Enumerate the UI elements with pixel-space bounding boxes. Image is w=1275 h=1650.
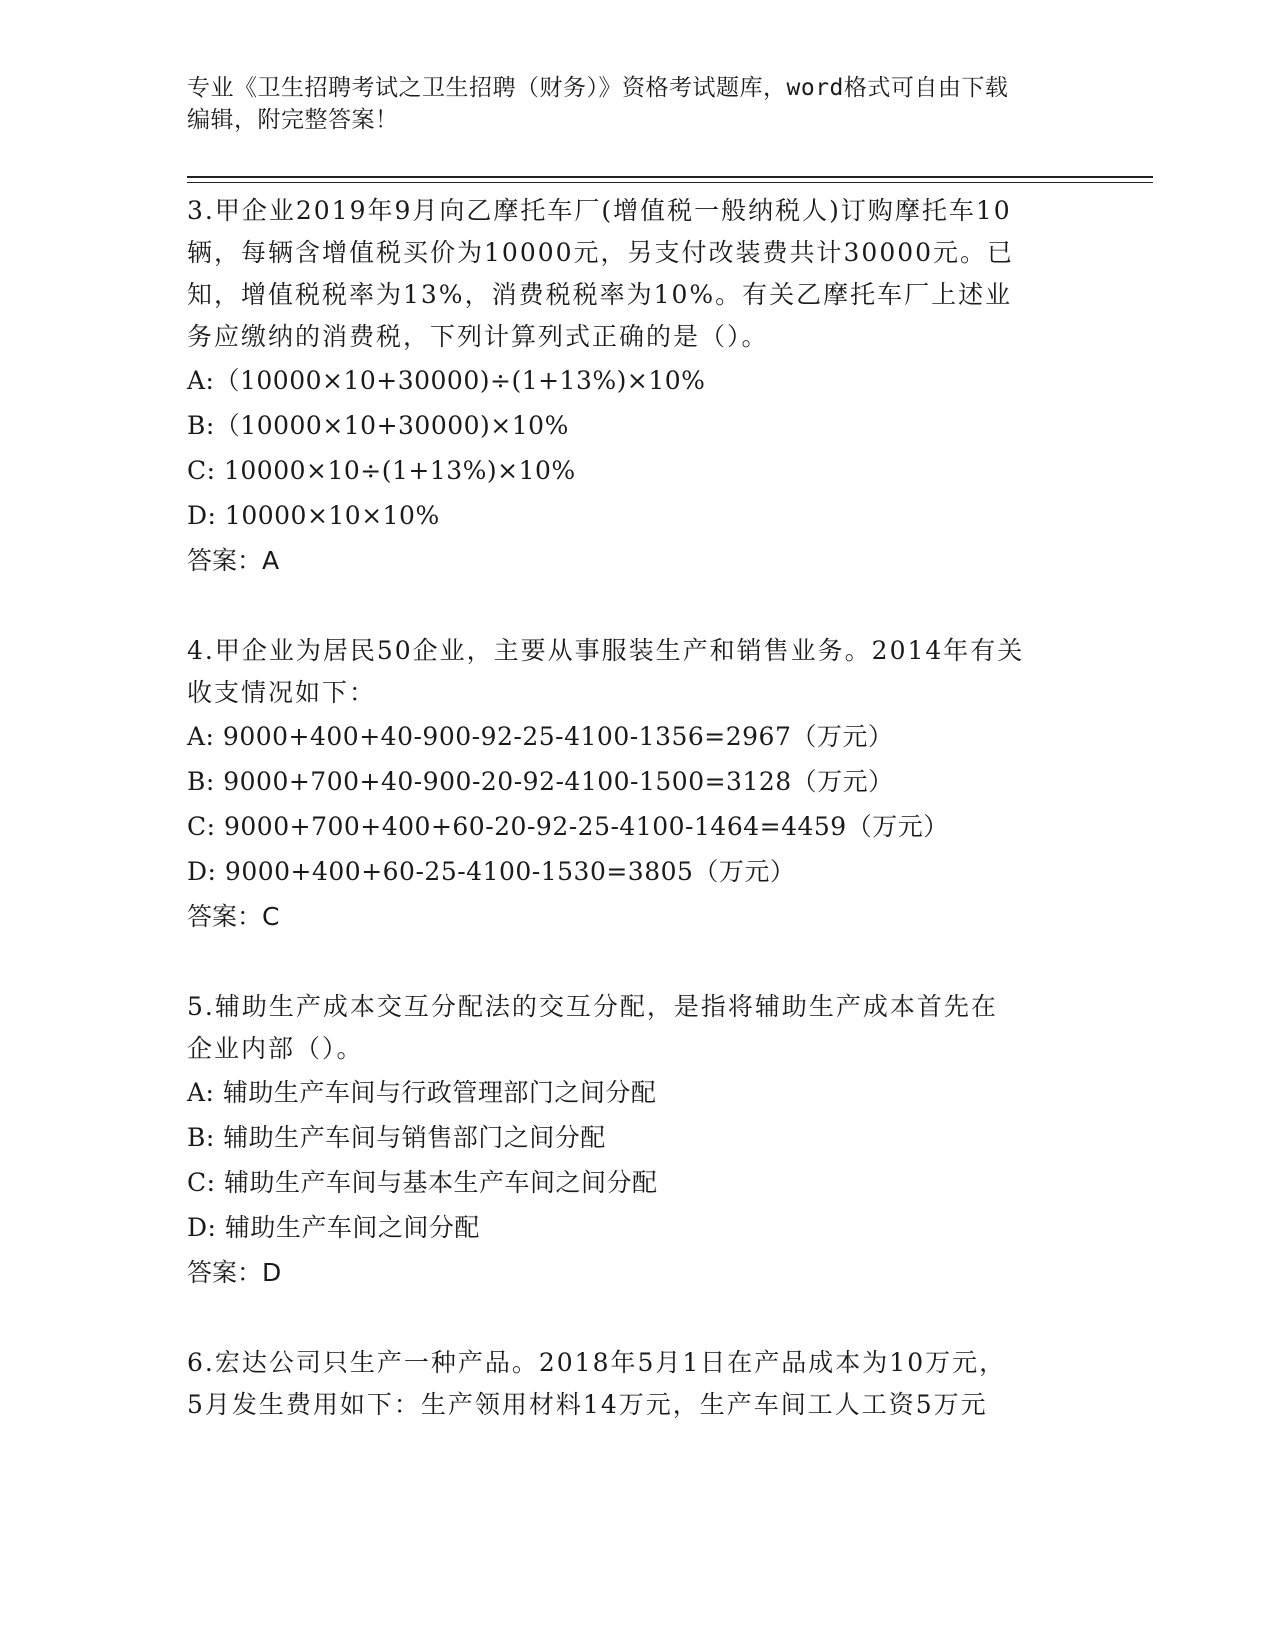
question-stem-line: 4.甲企业为居民50企业，主要从事服装生产和销售业务。2014年有关 [187,636,1025,665]
spacer [187,939,1087,986]
option-d: D: 辅助生产车间之间分配 [187,1213,480,1242]
question-list [187,190,1087,1426]
question-5 [187,986,1087,1295]
header-divider-thick [187,176,1153,178]
document-header [187,72,1087,136]
question-6 [187,1342,1087,1426]
question-stem-line: 务应缴纳的消费税，下列计算列式正确的是（）。 [187,322,769,351]
spacer [187,1295,1087,1342]
option-c: C: 辅助生产车间与基本生产车间之间分配 [187,1168,658,1197]
option-c: C: 9000+700+400+60-20-92-25-4100-1464=4459（万元） [187,812,949,841]
question-stem-line: 6.宏达公司只生产一种产品。2018年5月1日在产品成本为10万元， [187,1348,1007,1377]
question-stem-line: 收支情况如下： [187,678,377,707]
question-stem-line: 5.辅助生产成本交互分配法的交互分配，是指将辅助生产成本首先在 [187,992,998,1021]
header-line-1: 专业《卫生招聘考试之卫生招聘（财务）》资格考试题库，word格式可自由下载 [187,75,1009,101]
option-a: A:（10000×10+30000)÷(1+13%)×10% [187,366,706,395]
question-stem-line: 辆，每辆含增值税买价为10000元，另支付改装费共计30000元。已 [187,238,1015,267]
answer: 答案：D [187,1258,282,1287]
option-b: B: 辅助生产车间与销售部门之间分配 [187,1123,606,1152]
option-c: C: 10000×10÷(1+13%)×10% [187,456,576,485]
answer: 答案：C [187,902,280,931]
option-b: B:（10000×10+30000)×10% [187,411,569,440]
spacer [187,583,1087,630]
question-stem-line: 3.甲企业2019年9月向乙摩托车厂(增值税一般纳税人)订购摩托车10 [187,196,1012,225]
question-stem-line: 企业内部（）。 [187,1034,364,1063]
option-d: D: 10000×10×10% [187,501,440,530]
question-4 [187,630,1087,939]
question-3 [187,190,1087,583]
header-divider-thin [187,182,1153,183]
option-b: B: 9000+700+40-900-20-92-4100-1500=3128（万元） [187,767,894,796]
header-line-2: 编辑，附完整答案！ [187,107,399,133]
option-a: A: 辅助生产车间与行政管理部门之间分配 [187,1078,657,1107]
option-d: D: 9000+400+60-25-4100-1530=3805（万元） [187,857,796,886]
question-stem-line: 知，增值税税率为13%，消费税税率为10%。有关乙摩托车厂上述业 [187,280,1013,309]
answer: 答案：A [187,546,280,575]
option-a: A: 9000+400+40-900-92-25-4100-1356=2967（万元） [187,722,894,751]
question-stem-line: 5月发生费用如下：生产领用材料14万元，生产车间工人工资5万元 [187,1390,988,1419]
